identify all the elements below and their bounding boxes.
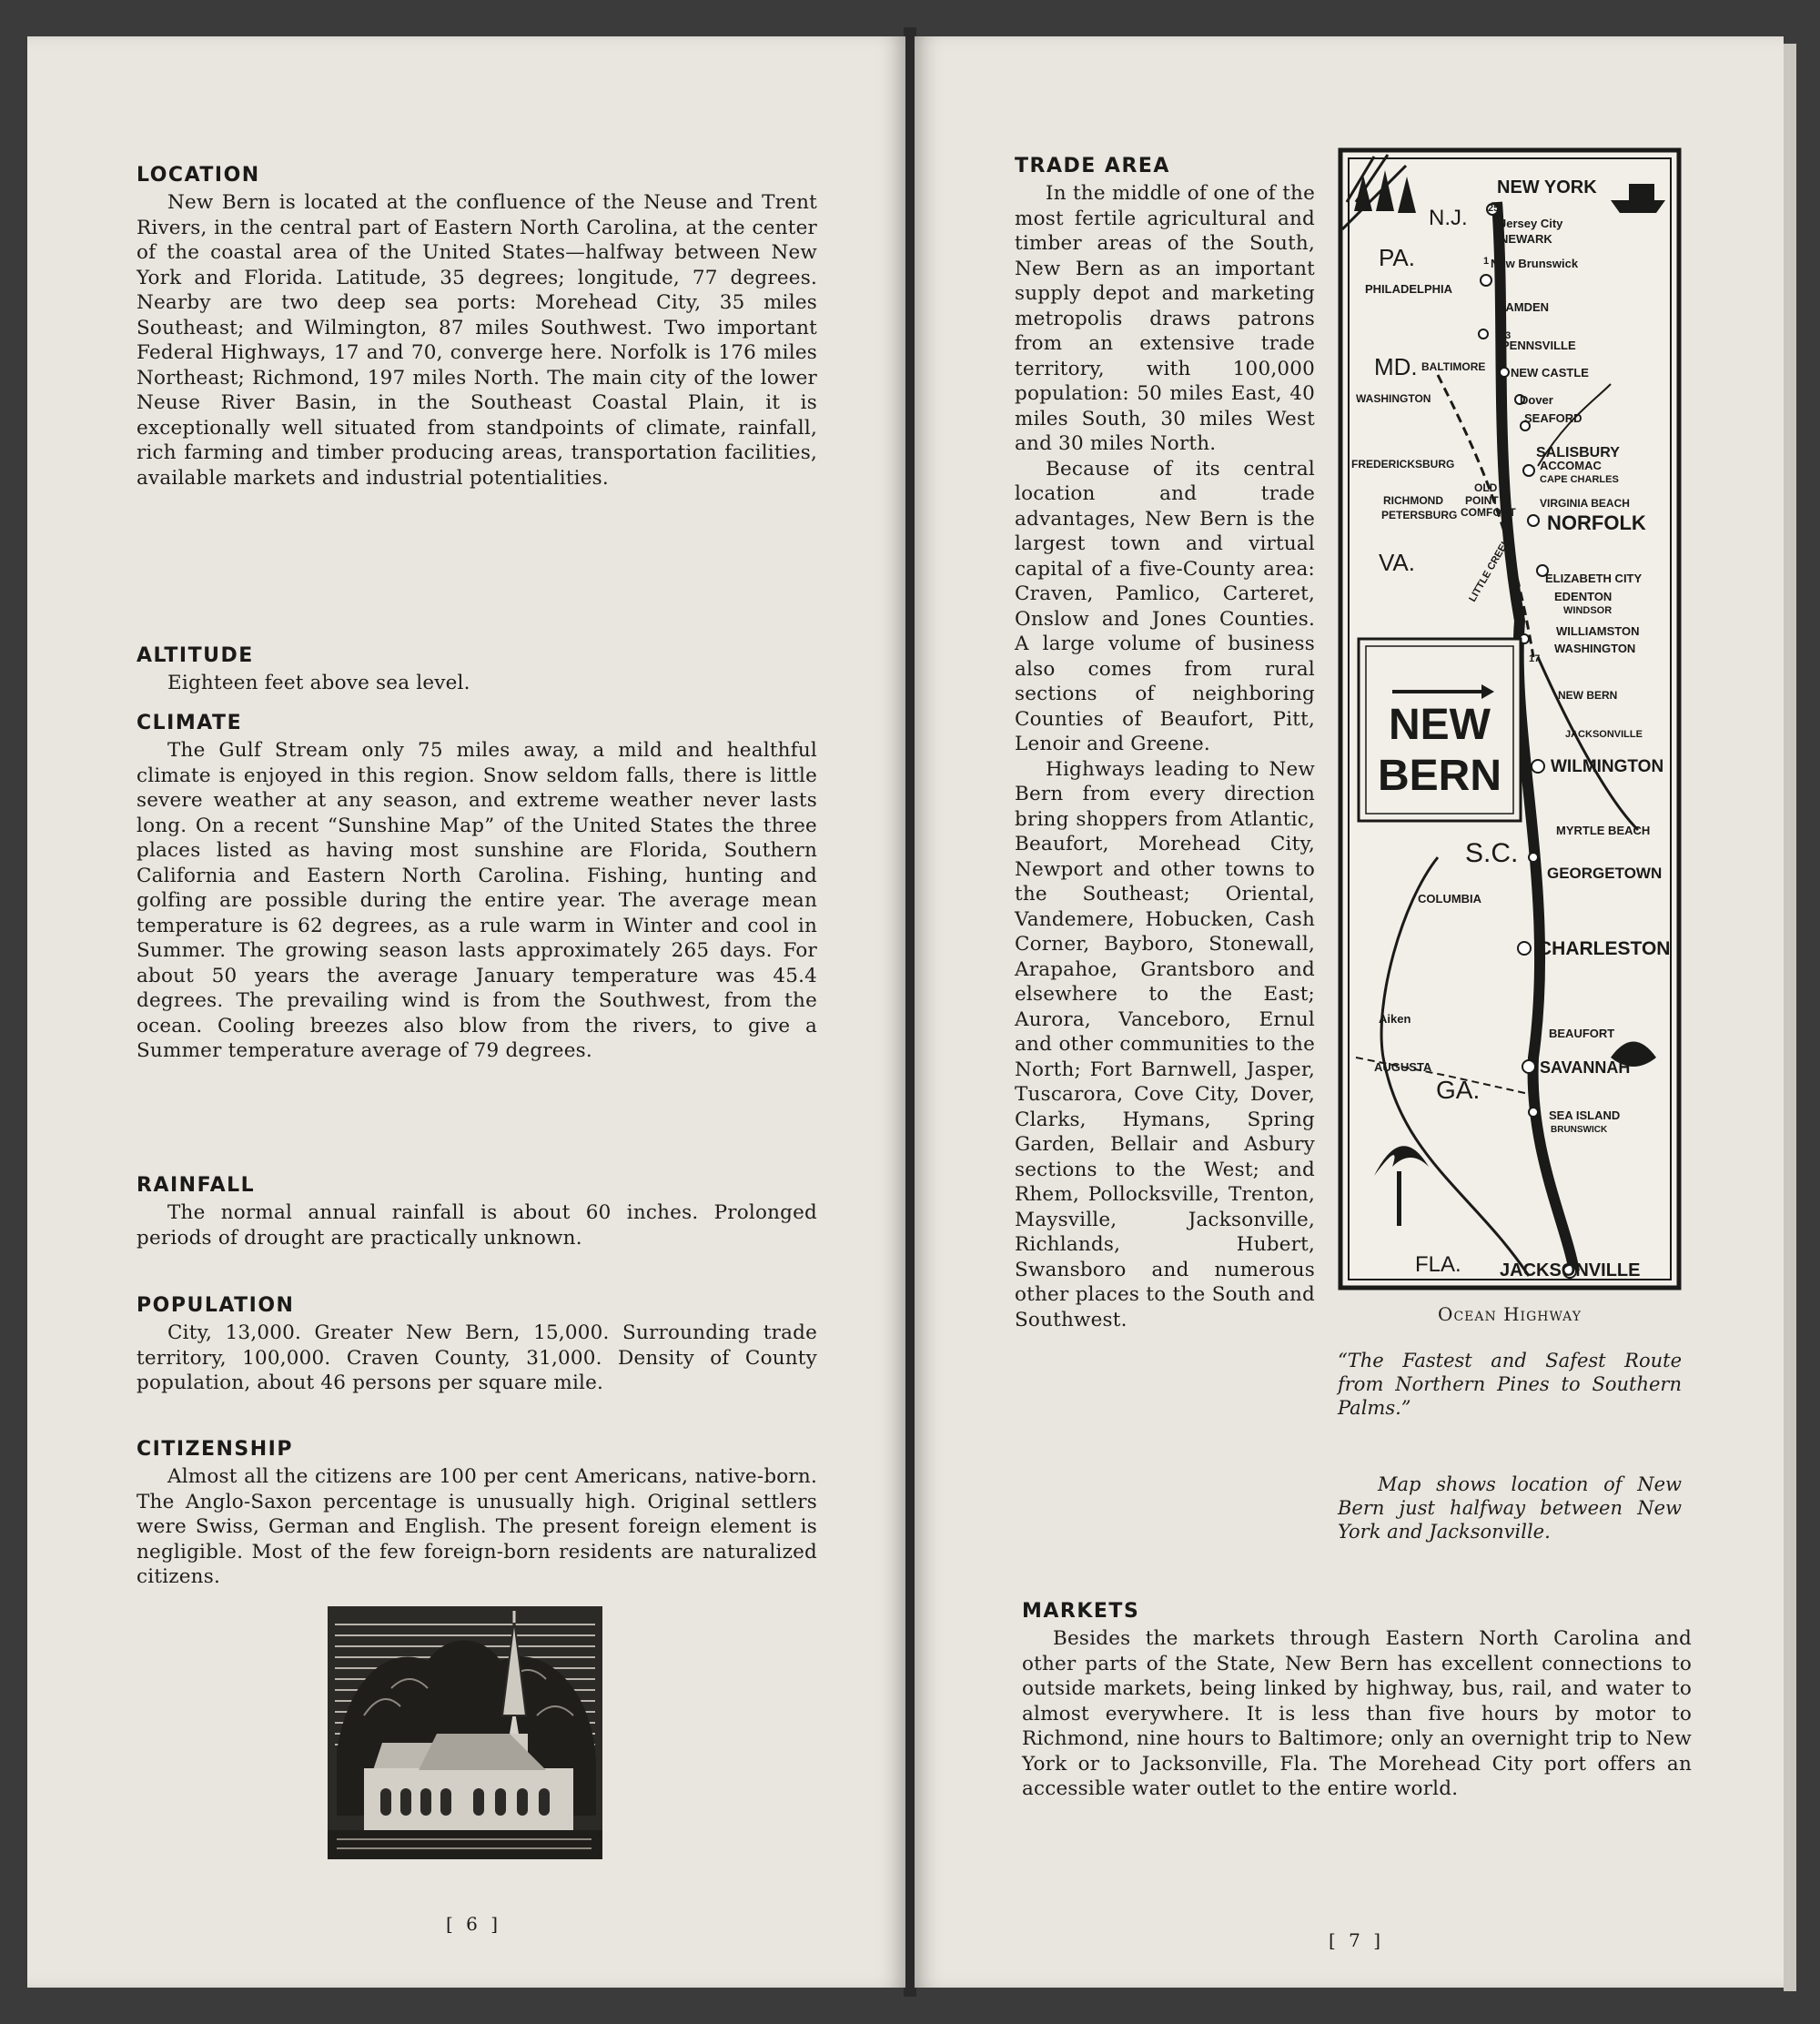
- map-label-brunswick: BRUNSWICK: [1551, 1125, 1608, 1135]
- markets-section: [1022, 1600, 1692, 1802]
- location-section: [136, 164, 817, 491]
- citizenship-heading: CITIZENSHIP: [136, 1438, 293, 1461]
- map-label-savannah: SAVANNAH: [1540, 1058, 1631, 1077]
- location-heading: LOCATION: [136, 164, 260, 187]
- map-quote: “The Fastest and Safest Route from Northern Pines to Southern Palms.”: [1338, 1350, 1682, 1419]
- map-label-dover: Dover: [1520, 393, 1553, 407]
- map-label-accomac: ACCOMAC: [1540, 459, 1602, 472]
- map-label-beaufort: BEAUFORT: [1549, 1027, 1615, 1040]
- map-label-jacksonville: JACKSONVILLE: [1500, 1260, 1641, 1280]
- map-label-augusta: AUGUSTA: [1374, 1060, 1432, 1074]
- altitude-heading: ALTITUDE: [136, 644, 254, 667]
- climate-heading: CLIMATE: [136, 712, 243, 734]
- climate-body: The Gulf Stream only 75 miles away, a mild and healthful climate is enjoyed in this region. Snow seldom falls, there is little severe weather at any season, and extreme weather never lasts long. On a recent “Sunshine Map” of the United States the three places listed as having most sunshine are Florida, Southern California and Eastern North Carolina. Fishing, hunting and golfing are possible during the entire year. The average mean temperature is 62 degrees, as a rule warm in Winter and cool in Summer. The growing season lasts approximately 265 days. For about 50 years the average January temperature was 45.4 degrees. The prevailing wind is from the Southwest, from the ocean. Cooling breezes also blow from the rivers, to give a Summer temperature average of 79 degrees.: [136, 739, 817, 1062]
- ocean-highway-map: [1338, 147, 1682, 1290]
- map-label-jersey-city: Jersey City: [1500, 217, 1563, 230]
- citizenship-body: Almost all the citizens are 100 per cent Americans, native-born. The Anglo-Saxon percentage is unusually high. Original settlers were Swiss, German and English. The present foreign element is negligible. Most of the few foreign-born residents are naturalized citizens.: [136, 1465, 817, 1588]
- altitude-section: [136, 644, 817, 696]
- climate-section: [136, 712, 817, 1064]
- population-heading: POPULATION: [136, 1294, 295, 1317]
- trade-area-heading: TRADE AREA: [1015, 155, 1170, 177]
- left-page: [27, 36, 905, 1988]
- map-label-pennsville: PENNSVILLE: [1502, 339, 1576, 352]
- markets-body: Besides the markets through Eastern North Carolina and other parts of the State, New Bern has excellent connections to outside markets, being linked by highway, bus, rail, and water to almost everywhere. It is less than five hours by motor to Richmond, nine hours to Baltimore; only an overnight trip to New York or to Jacksonville, Fla. The Morehead City port offers an accessible water outlet to the entire world.: [1022, 1627, 1692, 1800]
- map-highway-13: 13: [1500, 330, 1512, 341]
- altitude-body: Eighteen feet above sea level.: [167, 672, 470, 694]
- map-label-new-bern-small: NEW BERN: [1558, 689, 1618, 702]
- map-label-newark: NEWARK: [1500, 232, 1552, 246]
- map-label-columbia: COLUMBIA: [1418, 892, 1482, 906]
- map-label-washington: WASHINGTON: [1356, 392, 1431, 405]
- map-label-sc: S.C.: [1465, 838, 1519, 868]
- map-label-point: POINT: [1465, 494, 1499, 507]
- map-label-fla: FLA.: [1415, 1252, 1461, 1277]
- map-label-baltimore: BALTIMORE: [1421, 360, 1486, 373]
- map-label-camden: CAMDEN: [1497, 300, 1550, 314]
- rainfall-section: [136, 1174, 817, 1250]
- map-label-petersburg: PETERSBURG: [1381, 509, 1458, 521]
- map-inset-new: NEW: [1389, 701, 1491, 749]
- map-highway-1: 1: [1483, 256, 1490, 267]
- map-label-cape-charles: CAPE CHARLES: [1540, 474, 1619, 485]
- map-label-fredericksburg: FREDERICKSBURG: [1351, 458, 1455, 471]
- map-label-elizabeth-city: ELIZABETH CITY: [1545, 572, 1643, 585]
- population-section: [136, 1294, 817, 1396]
- trade-area-body-3: Highways leading to New Bern from every direction bring shoppers from Atlantic, Beaufort, Morehead City, Newport and other towns to the Southeast; Oriental, Vandemere, Hobucken, Cash Corner, Bayboro, Stonewall, Arapahoe, Grantsboro and elsewhere to the East; Aurora, Vanceboro, Ernul and other communities to the North; Fort Barnwell, Jasper, Tuscarora, Cove City, Dover, Clarks, Hymans, Spring Garden, Bellair and Asbury sections to the West; and Rhem, Pollocksville, Trenton, Maysville, Jacksonville, Richlands, Hubert, Swansboro and numerous other places to the South and Southwest.: [1015, 757, 1315, 1331]
- map-label-virginia-beach: VIRGINIA BEACH: [1540, 497, 1630, 510]
- map-highway-25: 25: [1488, 203, 1500, 214]
- page-number-7: [ 7 ]: [1329, 1929, 1385, 1951]
- map-label-georgetown: GEORGETOWN: [1547, 865, 1663, 882]
- map-label-seaford: SEAFORD: [1524, 411, 1582, 425]
- map-label-williamston: WILLIAMSTON: [1556, 624, 1640, 638]
- map-label-wilmington: WILMINGTON: [1551, 757, 1664, 776]
- map-label-old: OLD: [1474, 481, 1498, 494]
- map-label-pa: PA.: [1379, 244, 1415, 271]
- map-label-philadelphia: PHILADELPHIA: [1365, 282, 1453, 296]
- trade-area-body-2: Because of its central location and trade advantages, New Bern is the largest town and virtual capital of a five-County area: Craven, Pamlico, Carteret, Onslow and Jones Counties. A large volume of business also comes from rural sections of neighboring Counties of Beaufort, Pitt, Lenoir and Greene.: [1015, 457, 1315, 755]
- map-label-washington-nc: WASHINGTON: [1554, 642, 1636, 655]
- trade-area-section: [1015, 155, 1315, 1332]
- map-label-little-creek: LITTLE CREEK: [1467, 536, 1513, 604]
- page-number-6: [ 6 ]: [446, 1913, 502, 1935]
- map-label-sea-island: SEA ISLAND: [1549, 1108, 1621, 1122]
- map-label-comfort: COMFORT: [1461, 506, 1516, 519]
- location-body: New Bern is located at the confluence of the Neuse and Trent Rivers, in the central part of Eastern North Carolina, at the center of the coastal area of the United States—halfway between New York and Florida. Latitude, 35 degrees; longitude, 77 degrees. Nearby are two deep sea ports: Morehead City, 35 miles Southeast; and Wilmington, 87 miles Southwest. Two important Federal Highways, 17 and 70, converge here. Norfolk is 176 miles Northeast; Richmond, 197 miles North. The main city of the lower Neuse River Basin, in the Southeast Coastal Plain, it is exceptionally well situated from standpoints of climate, rainfall, rich farming and timber producing areas, transportation facilities, available markets and industrial potentialities.: [136, 191, 817, 490]
- map-label-md: MD.: [1374, 353, 1418, 380]
- map-caption: Ocean Highway: [1438, 1303, 1582, 1325]
- page-edge: [1784, 44, 1796, 1991]
- map-label-ga: GA.: [1436, 1076, 1481, 1104]
- map-label-norfolk: NORFOLK: [1547, 511, 1646, 534]
- citizenship-section: [136, 1438, 817, 1590]
- rainfall-heading: RAINFALL: [136, 1174, 256, 1197]
- church-woodcut-illustration: [328, 1606, 602, 1859]
- map-label-jacksonville-nc: JACKSONVILLE: [1565, 729, 1643, 740]
- map-label-salisbury: SALISBURY: [1536, 445, 1620, 460]
- rainfall-body: The normal annual rainfall is about 60 inches. Prolonged periods of drought are practically unknown.: [136, 1201, 817, 1250]
- map-label-myrtle-beach: MYRTLE BEACH: [1556, 824, 1651, 837]
- map-note: Map shows location of New Bern just halfway between New York and Jacksonville.: [1338, 1473, 1682, 1543]
- map-label-new-brunswick: New Brunswick: [1491, 257, 1579, 270]
- map-label-aiken: Aiken: [1379, 1012, 1411, 1026]
- map-label-new-castle: NEW CASTLE: [1511, 366, 1589, 380]
- map-label-richmond: RICHMOND: [1383, 494, 1443, 507]
- map-label-nj: N.J.: [1429, 206, 1468, 230]
- map-label-charleston: CHARLESTON: [1538, 938, 1671, 959]
- map-label-new-york: NEW YORK: [1497, 177, 1597, 197]
- map-label-va: VA.: [1379, 549, 1415, 576]
- map-highway-17: 17: [1529, 653, 1541, 664]
- trade-area-body-1: In the middle of one of the most fertile agricultural and timber areas of the South, New Bern as an important supply depot and marketing metropolis draws patrons from an extensive trade territory, with 100,000 population: 50 miles East, 40 miles South, 30 miles West and 30 miles North.: [1015, 182, 1315, 455]
- map-label-edenton: EDENTON: [1554, 590, 1613, 603]
- markets-heading: MARKETS: [1022, 1600, 1140, 1623]
- map-inset-bern: BERN: [1377, 752, 1502, 800]
- population-body: City, 13,000. Greater New Bern, 15,000. Surrounding trade territory, 100,000. Craven County, 31,000. Density of County population, about 46 persons per square mile.: [136, 1321, 817, 1394]
- right-page: [915, 36, 1784, 1988]
- map-label-windsor: WINDSOR: [1563, 605, 1613, 616]
